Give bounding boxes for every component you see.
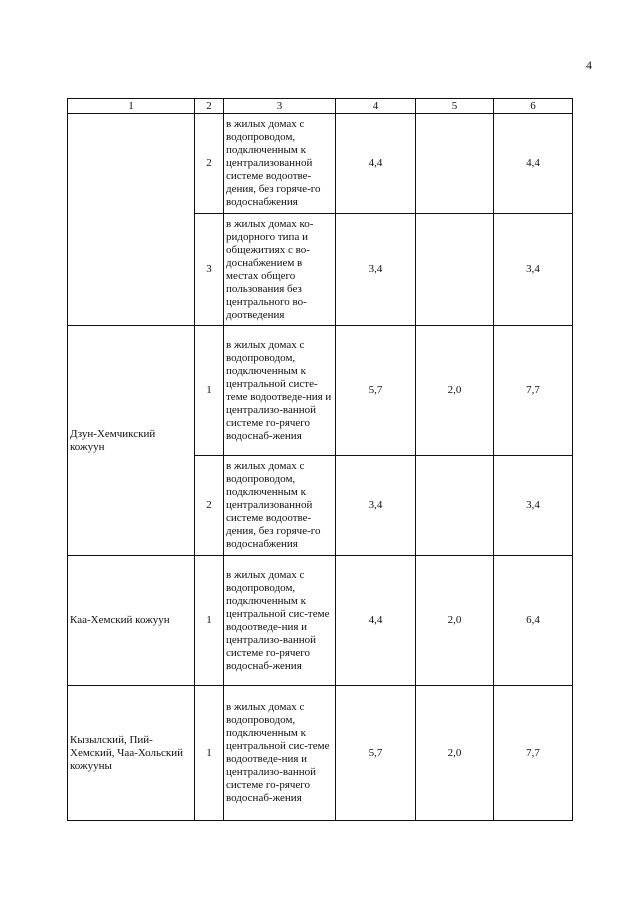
value-col-4: 4,4 xyxy=(336,114,416,214)
row-number: 3 xyxy=(195,214,224,326)
row-description: в жилых домах ко-ридорного типа и общежитиях с во-доснабжением в местах общего пользования без центрального во-доотведения xyxy=(224,214,336,326)
value-col-4: 4,4 xyxy=(336,556,416,686)
column-header: 1 xyxy=(68,99,195,114)
table-row xyxy=(68,114,573,214)
row-number: 1 xyxy=(195,556,224,686)
table-row xyxy=(68,686,573,821)
row-number: 2 xyxy=(195,456,224,556)
column-header: 5 xyxy=(416,99,494,114)
value-col-6: 6,4 xyxy=(494,556,573,686)
row-description: в жилых домах с водопроводом, подключенным к центральной сис-теме водоотведе-ния и централизо-ванной системе го-рячего водоснаб-жения xyxy=(224,686,336,821)
value-col-5: 2,0 xyxy=(416,686,494,821)
row-description: в жилых домах с водопроводом, подключенным к центральной систе-теме водоотведе-ния и централизо-ванной системе го-рячего водоснаб-жения xyxy=(224,326,336,456)
table-row xyxy=(68,326,573,456)
page-number: 4 xyxy=(586,58,592,72)
value-col-6: 3,4 xyxy=(494,456,573,556)
value-col-4: 3,4 xyxy=(336,456,416,556)
value-col-5 xyxy=(416,114,494,214)
column-header: 3 xyxy=(224,99,336,114)
value-col-6: 3,4 xyxy=(494,214,573,326)
row-description: в жилых домах с водопроводом, подключенным к централизованной системе водоотве-дения, без горяче-го водоснабжения xyxy=(224,114,336,214)
value-col-5: 2,0 xyxy=(416,556,494,686)
row-number: 1 xyxy=(195,686,224,821)
tariff-table xyxy=(67,98,573,821)
column-header: 2 xyxy=(195,99,224,114)
value-col-5: 2,0 xyxy=(416,326,494,456)
value-col-4: 3,4 xyxy=(336,214,416,326)
value-col-6: 4,4 xyxy=(494,114,573,214)
region-cell xyxy=(68,114,195,326)
region-cell: Кызылский, Пий-Хемский, Чаа-Хольский кожууны xyxy=(68,686,195,821)
column-header: 4 xyxy=(336,99,416,114)
value-col-6: 7,7 xyxy=(494,686,573,821)
table-row xyxy=(68,556,573,686)
value-col-4: 5,7 xyxy=(336,326,416,456)
value-col-6: 7,7 xyxy=(494,326,573,456)
table-header-row xyxy=(68,99,573,114)
region-cell: Дзун-Хемчикский кожуун xyxy=(68,326,195,556)
row-description: в жилых домах с водопроводом, подключенным к центральной сис-теме водоотведе-ния и централизо-ванной системе го-рячего водоснаб-жения xyxy=(224,556,336,686)
row-description: в жилых домах с водопроводом, подключенным к централизованной системе водоотве-дения, без горяче-го водоснабжения xyxy=(224,456,336,556)
column-header: 6 xyxy=(494,99,573,114)
region-cell: Каа-Хемский кожуун xyxy=(68,556,195,686)
row-number: 1 xyxy=(195,326,224,456)
value-col-5 xyxy=(416,456,494,556)
value-col-5 xyxy=(416,214,494,326)
row-number: 2 xyxy=(195,114,224,214)
value-col-4: 5,7 xyxy=(336,686,416,821)
